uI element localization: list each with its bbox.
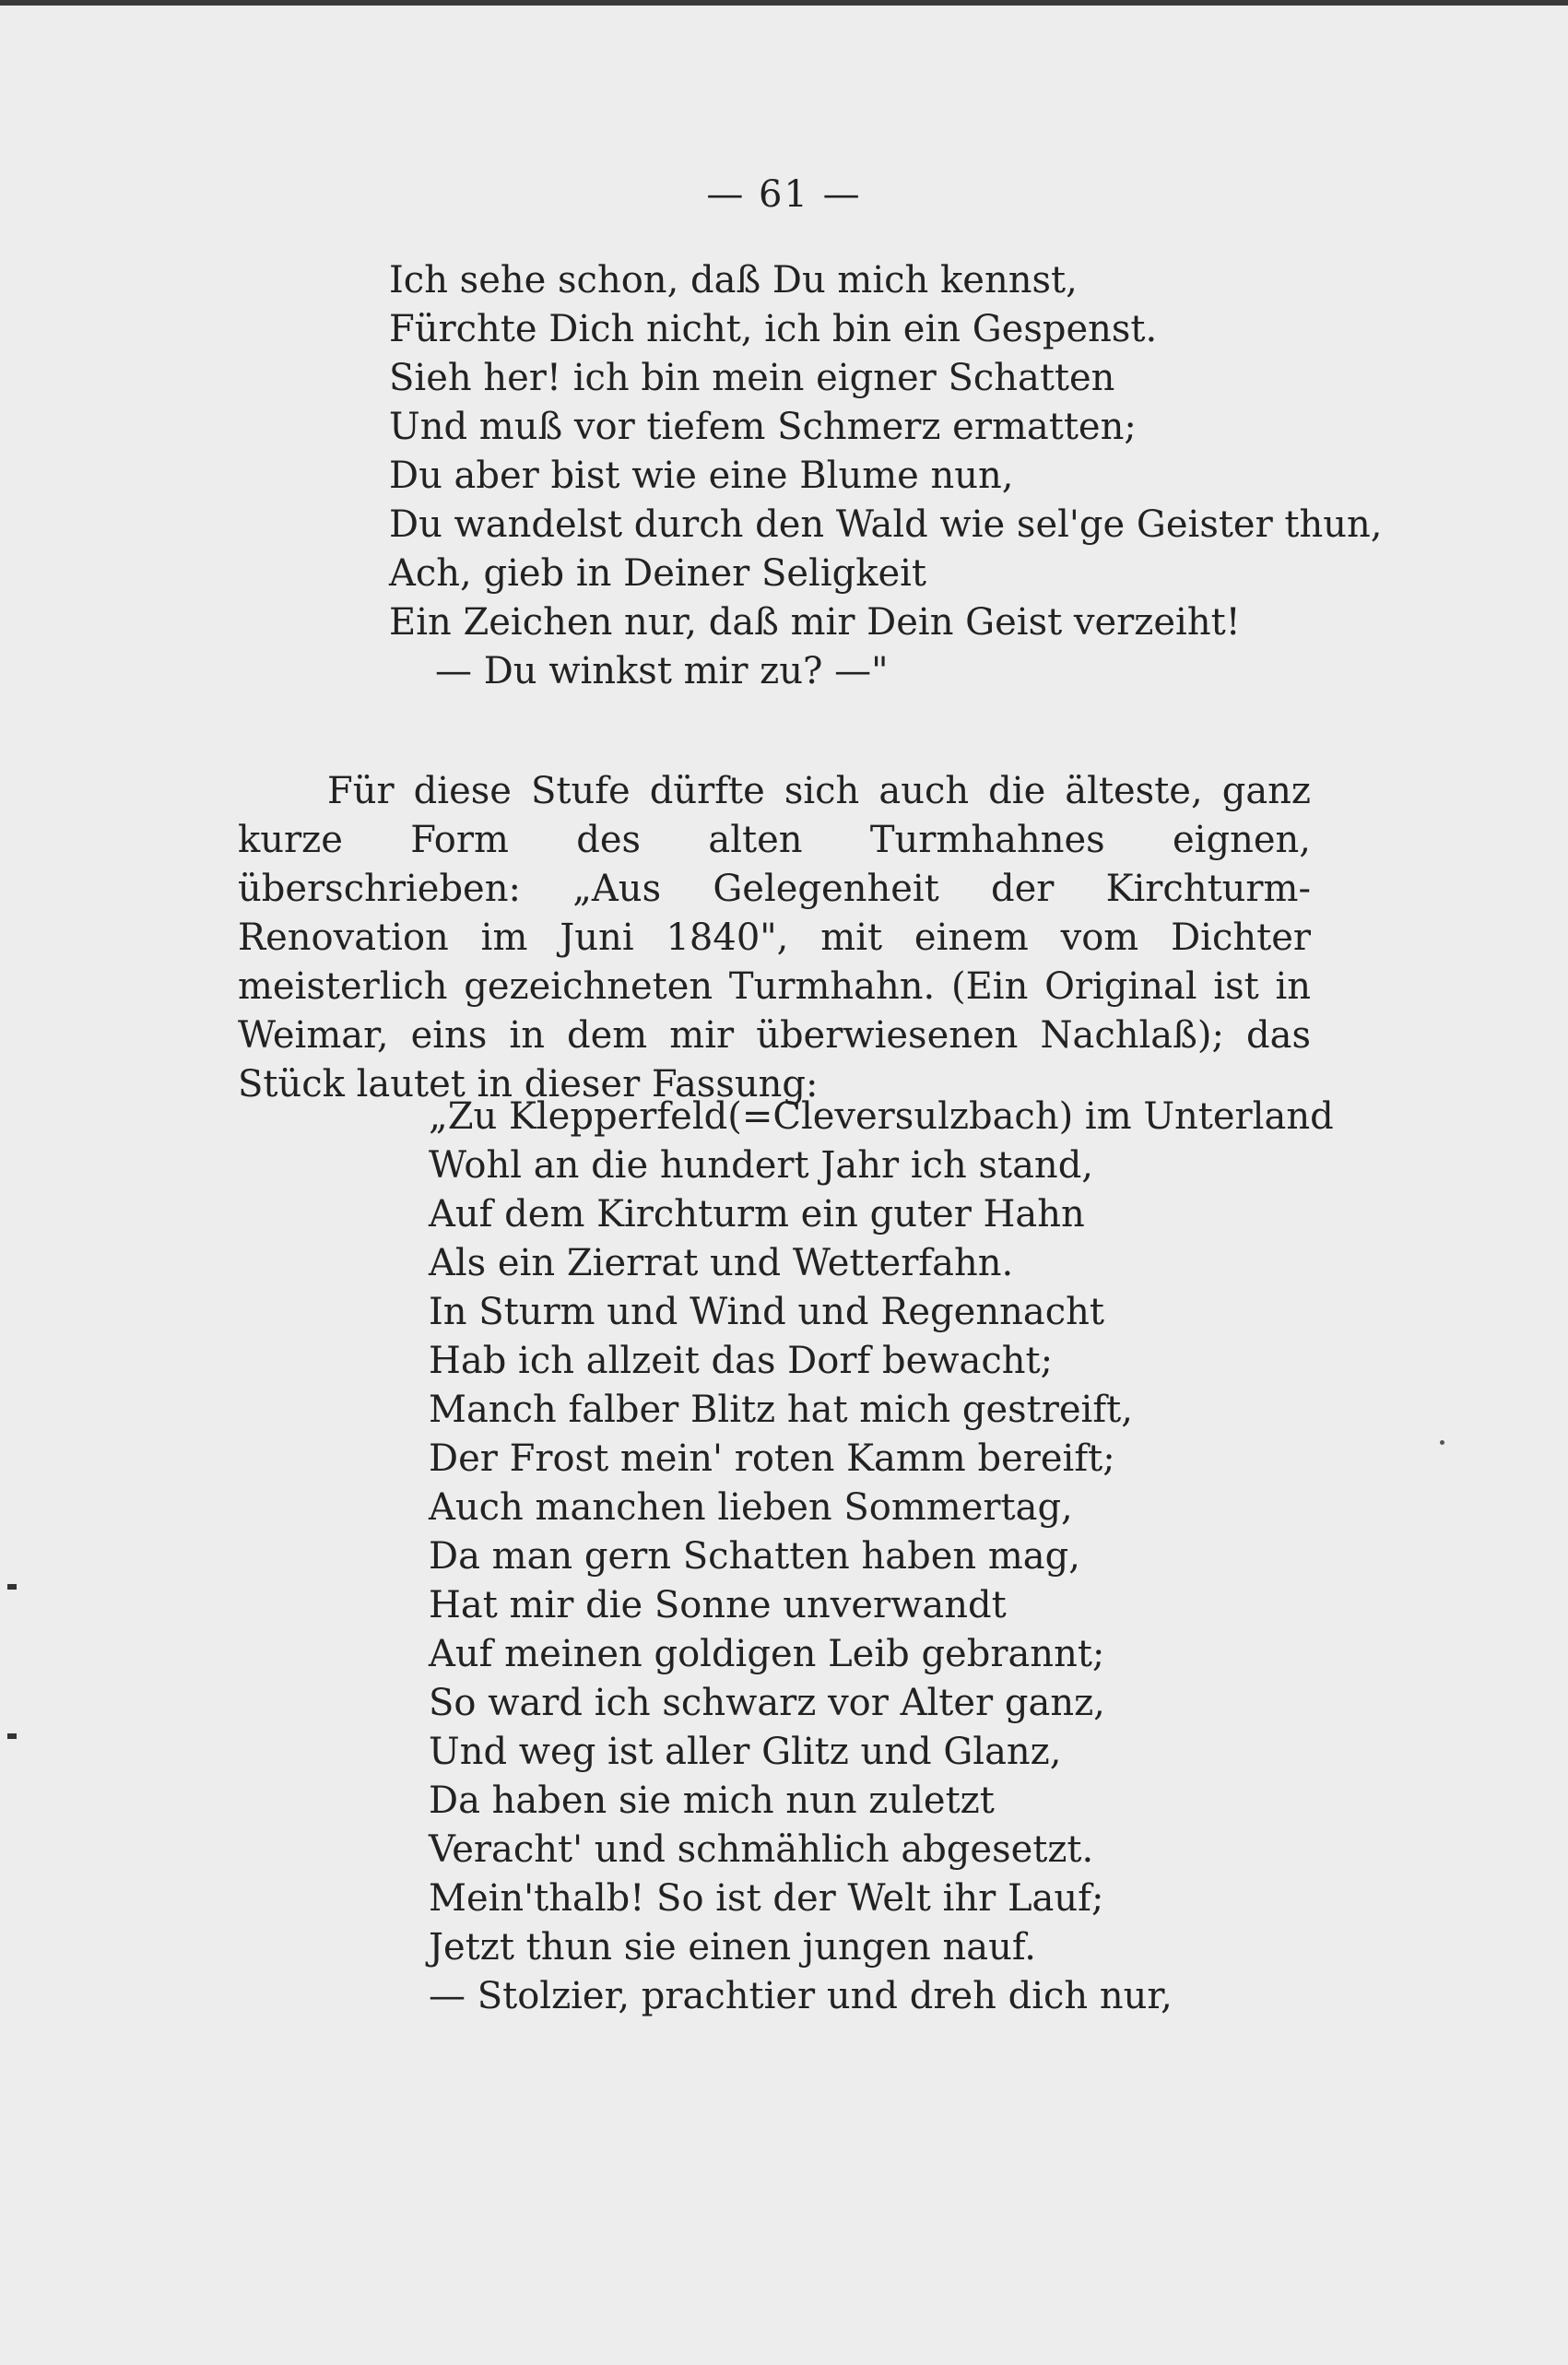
poem-line: Sieh her! ich bin mein eigner Schatten xyxy=(389,357,1115,399)
poem-line: So ward ich schwarz vor Alter ganz, xyxy=(429,1682,1105,1724)
poem-line: Manch falber Blitz hat mich gestreift, xyxy=(429,1389,1133,1431)
margin-mark xyxy=(7,1584,17,1590)
page-top-edge xyxy=(0,0,1568,6)
poem-line: Ach, gieb in Deiner Seligkeit xyxy=(389,552,926,595)
poem-line: Fürchte Dich nicht, ich bin ein Gespenst. xyxy=(389,308,1158,350)
paper-speck xyxy=(1440,1440,1444,1445)
poem-line: Auch manchen lieben Sommertag, xyxy=(429,1486,1073,1529)
poem-line: Ich sehe schon, daß Du mich kennst, xyxy=(389,259,1078,302)
poem-line: Als ein Zierrat und Wetterfahn. xyxy=(429,1242,1014,1284)
poem-line: Ein Zeichen nur, daß mir Dein Geist verzeiht! xyxy=(389,601,1241,644)
poem-line: — Stolzier, prachtier und dreh dich nur, xyxy=(429,1975,1173,2017)
poem-line: Und weg ist aller Glitz und Glanz, xyxy=(429,1731,1062,1773)
poem-line: Hab ich allzeit das Dorf bewacht; xyxy=(429,1340,1054,1382)
poem-ghost-stanza xyxy=(389,256,1403,696)
poem-line: Jetzt thun sie einen jungen nauf. xyxy=(429,1926,1036,1969)
page-number: — 61 — xyxy=(706,173,862,216)
prose-paragraph xyxy=(238,767,1311,1109)
poem-turmhahn xyxy=(429,1093,1350,2021)
poem-line: Du wandelst durch den Wald wie sel'ge Geister thun, xyxy=(389,503,1383,546)
poem-line: Veracht' und schmählich abgesetzt. xyxy=(429,1828,1094,1871)
poem-line: Auf dem Kirchturm ein guter Hahn xyxy=(429,1193,1085,1236)
poem-line: Der Frost mein' roten Kamm bereift; xyxy=(429,1437,1115,1480)
poem-line: In Sturm und Wind und Regennacht xyxy=(429,1291,1104,1333)
poem-line: Wohl an die hundert Jahr ich stand, xyxy=(429,1144,1094,1187)
poem-line: Auf meinen goldigen Leib gebrannt; xyxy=(429,1633,1105,1675)
poem-line: „Zu Klepperfeld(=Cleversulzbach) im Unterland xyxy=(429,1095,1334,1138)
poem-line: Du aber bist wie eine Blume nun, xyxy=(389,455,1014,497)
poem-line: Da man gern Schatten haben mag, xyxy=(429,1535,1080,1578)
poem-line: Und muß vor tiefem Schmerz ermatten; xyxy=(389,406,1137,448)
poem-line: Hat mir die Sonne unverwandt xyxy=(429,1584,1007,1626)
poem-line: Mein'thalb! So ist der Welt ihr Lauf; xyxy=(429,1877,1104,1920)
poem-line: — Du winkst mir zu? —" xyxy=(435,650,889,692)
paragraph-text: Für diese Stufe dürfte sich auch die älteste, ganz kurze Form des alten Turmhahnes eignen, überschrieben: „Aus Gelegenheit der Kirchturm-Renovation im Juni 1840", mit einem vom Dichter meisterlich gezeichneten Turmhahn. (Ein Original ist in Weimar, eins in dem mir überwiesenen Nachlaß); das Stück lautet in dieser Fassung: xyxy=(238,770,1311,1106)
poem-line: Da haben sie mich nun zuletzt xyxy=(429,1780,995,1822)
margin-mark xyxy=(7,1733,17,1739)
